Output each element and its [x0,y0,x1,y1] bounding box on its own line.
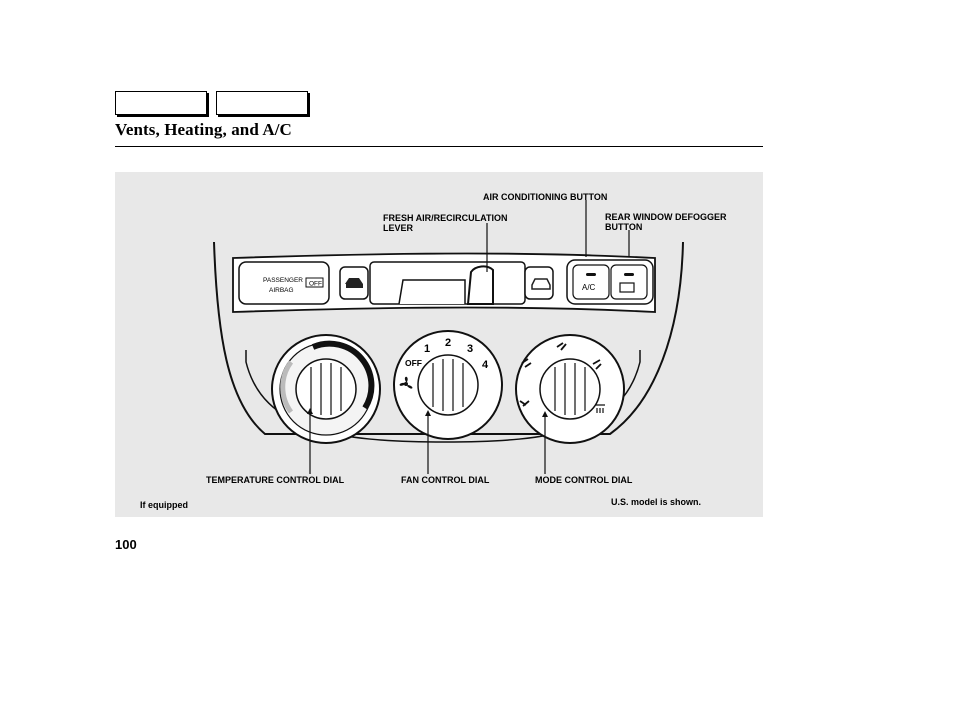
nav-tab-1[interactable] [115,91,207,115]
nav-tab-2[interactable] [216,91,308,115]
temperature-control-dial-callout: TEMPERATURE CONTROL DIAL [206,475,345,485]
fresh-air-recirculation-lever[interactable] [340,262,553,304]
title-divider [115,146,763,147]
air-conditioning-button-callout: AIR CONDITIONING BUTTON [483,192,608,202]
fan-speed-1: 1 [424,343,431,355]
mode-control-dial[interactable] [516,335,624,443]
fan-control-dial[interactable] [394,331,502,439]
us-model-shown-note: U.S. model is shown. [611,497,702,507]
fan-speed-2: 2 [445,337,452,349]
fan-speed-3: 3 [467,343,474,355]
ac-defog-button-cluster [567,260,653,304]
fresh-air-recirculation-lever-callout: FRESH AIR/RECIRCULATION LEVER [383,213,508,233]
ac-button[interactable] [573,265,609,299]
rear-window-defogger-button-callout: REAR WINDOW DEFOGGER BUTTON [605,212,727,232]
page-number: 100 [115,537,137,552]
passenger-airbag-indicator [239,262,329,304]
mode-control-dial-callout: MODE CONTROL DIAL [535,475,633,485]
page-title: Vents, Heating, and A/C [115,120,292,139]
airbag-label-line2: AIRBAG [269,287,294,294]
airbag-label-line1: PASSENGER [263,277,303,284]
airbag-off-indicator: OFF [309,280,322,288]
fan-off-label: OFF [405,358,422,368]
climate-control-figure [115,172,763,517]
temperature-control-dial[interactable] [272,335,380,443]
fan-speed-4: 4 [482,359,489,371]
ac-button-label: A/C [582,283,596,292]
rear-defogger-button[interactable] [611,265,647,299]
if-equipped-footnote: If equipped [140,500,188,510]
fan-control-dial-callout: FAN CONTROL DIAL [401,475,490,485]
